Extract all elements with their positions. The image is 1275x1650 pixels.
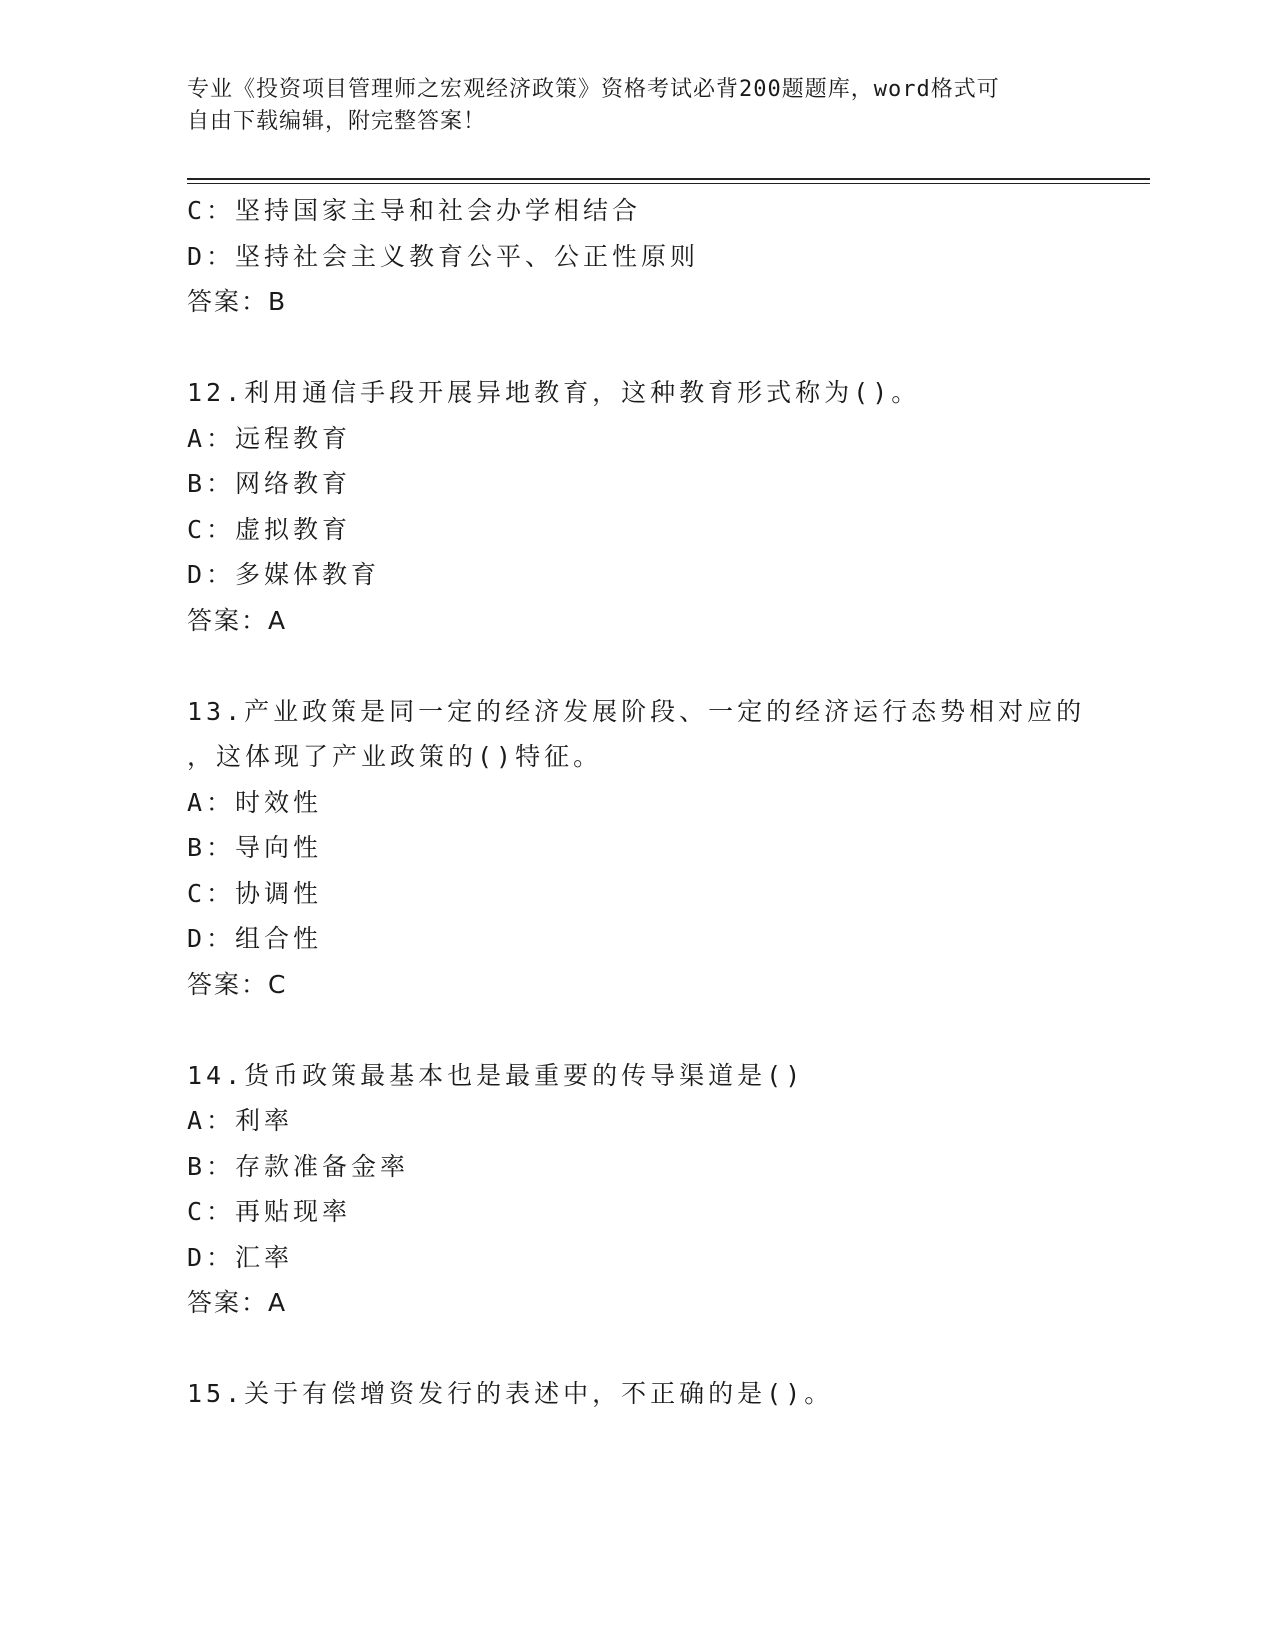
header-rule-thick [187, 178, 1150, 180]
option-a: A：远程教育 [187, 423, 352, 453]
question-stem: 15.关于有偿增资发行的表述中，不正确的是()。 [187, 1379, 834, 1408]
question-list [187, 188, 1087, 1417]
answer-label: 答案：A [187, 1288, 288, 1317]
spacer [187, 1326, 1087, 1372]
option-c: C：再贴现率 [187, 1197, 352, 1226]
header-rule-thin [187, 183, 1150, 184]
spacer [187, 643, 1087, 689]
question-block-14 [187, 1053, 1087, 1326]
answer-label: 答案：A [187, 605, 288, 635]
header-line-2: 自由下载编辑，附完整答案！ [187, 109, 487, 134]
option-c: C：坚持国家主导和社会办学相结合 [187, 196, 642, 225]
option-d: D：组合性 [187, 924, 323, 953]
spacer [187, 1007, 1087, 1053]
option-a: A：利率 [187, 1106, 294, 1135]
question-block-15 [187, 1371, 1087, 1417]
question-stem-line-2: ，这体现了产业政策的()特征。 [187, 742, 603, 771]
answer-label: 答案：C [187, 969, 288, 999]
question-stem: 12.利用通信手段开展异地教育，这种教育形式称为()。 [187, 378, 921, 407]
question-block-11 [187, 188, 1087, 325]
question-stem: 14.货币政策最基本也是最重要的传导渠道是() [187, 1060, 805, 1090]
option-a: A：时效性 [187, 787, 323, 817]
answer-label: 答案：B [187, 287, 288, 316]
question-block-13 [187, 689, 1087, 1008]
option-c: C：协调性 [187, 878, 323, 908]
option-b: B：网络教育 [187, 469, 352, 498]
header-line-1: 专业《投资项目管理师之宏观经济政策》资格考试必背200题题库，word格式可 [187, 77, 1000, 102]
option-d: D：多媒体教育 [187, 560, 381, 589]
option-c: C：虚拟教育 [187, 514, 352, 544]
document-header [187, 74, 1067, 138]
question-block-12 [187, 370, 1087, 643]
option-d: D：坚持社会主义教育公平、公正性原则 [187, 241, 700, 271]
spacer [187, 325, 1087, 371]
option-b: B：导向性 [187, 833, 323, 862]
option-d: D：汇率 [187, 1242, 294, 1272]
option-b: B：存款准备金率 [187, 1151, 410, 1181]
question-stem-line-1: 13.产业政策是同一定的经济发展阶段、一定的经济运行态势相对应的 [187, 696, 1086, 726]
